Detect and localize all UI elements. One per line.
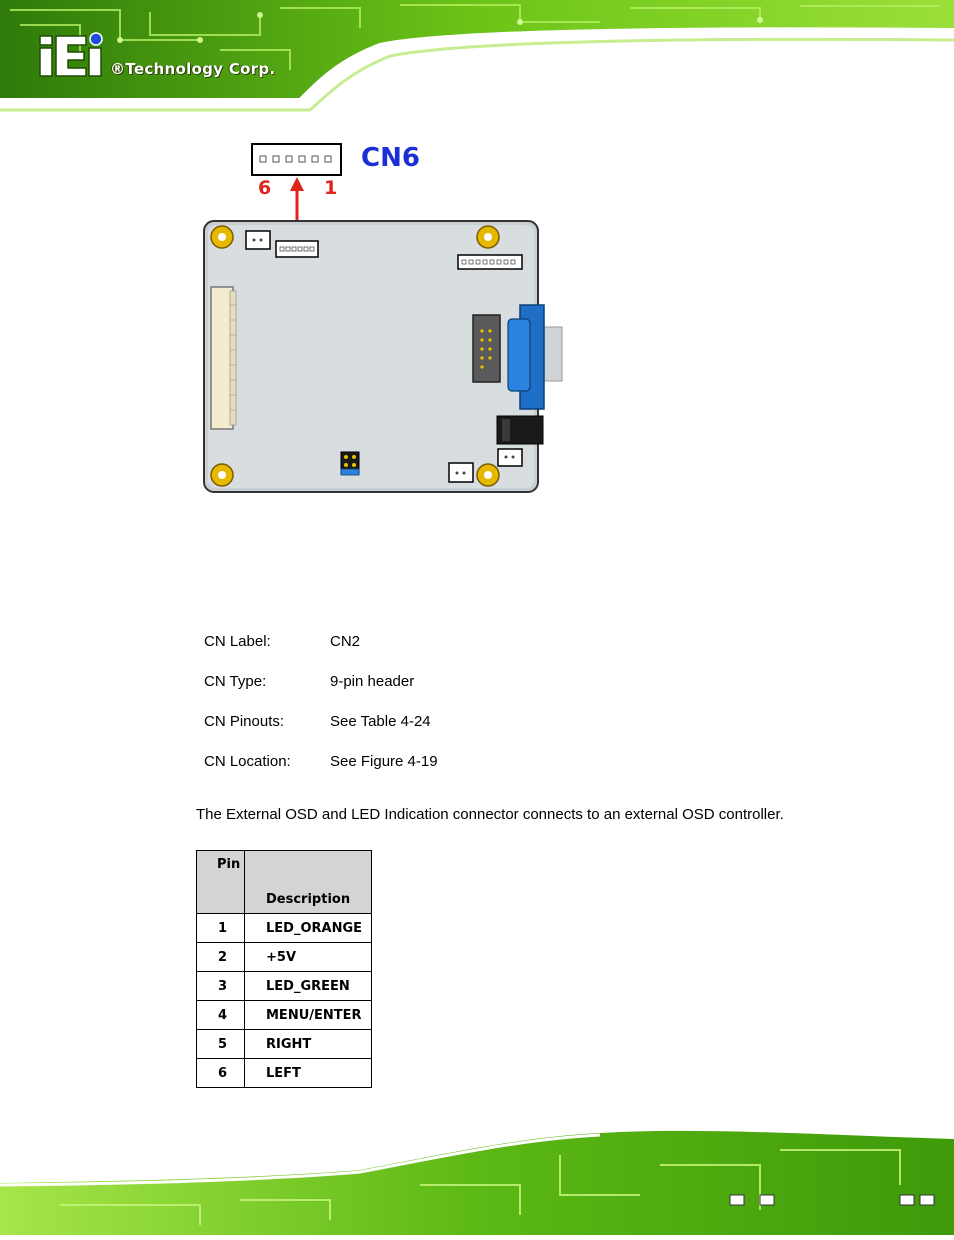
pin-description: LED_ORANGE [245,914,372,943]
info-key: CN Location: [204,753,291,770]
header-banner [0,0,954,115]
pin-number: 5 [197,1030,245,1059]
circuit-board-header-graphic [0,0,954,115]
pin-description: LEFT [245,1059,372,1088]
pin-description: RIGHT [245,1030,372,1059]
board-figure [190,135,590,505]
info-value: 9-pin header [330,673,415,690]
table-row [197,943,372,972]
pin-number: 6 [197,1059,245,1088]
info-key: CN Type: [204,673,267,690]
pin-description: LED_GREEN [245,972,372,1001]
cn2-header [473,315,500,382]
pin-description: +5V [245,943,372,972]
table-row [197,972,372,1001]
info-value: See Table 4-24 [330,713,431,730]
table-row [197,1030,372,1059]
pin-number: 1 [197,914,245,943]
board-diagram [190,135,590,505]
info-value: See Figure 4-19 [330,753,438,770]
circuit-board-footer-graphic [0,1125,954,1235]
table-row [197,914,372,943]
pin-number: 4 [197,1001,245,1030]
info-value: CN2 [330,633,361,650]
pin-description: MENU/ENTER [245,1001,372,1030]
header-description: Description [245,851,372,914]
company-name: ®Technology Corp. [110,60,276,78]
description-paragraph: The External OSD and LED Indication connector connects to an external OSD controller. [196,806,784,823]
table-header-row [197,851,372,914]
pin-number: 3 [197,972,245,1001]
info-key: CN Label: [204,633,271,650]
pin-6-label: 6 [258,177,272,199]
arrow-up-icon [290,177,304,191]
pin-table [196,850,372,1088]
pin-number: 2 [197,943,245,972]
footer-banner [0,1125,954,1235]
iei-logo-icon [40,33,102,76]
pin-1-label: 1 [324,177,338,199]
table-row [197,1059,372,1088]
table-row [197,1001,372,1030]
connector-title: CN6 [361,143,420,173]
info-key: CN Pinouts: [204,713,285,730]
header-pin: Pin [197,851,245,914]
